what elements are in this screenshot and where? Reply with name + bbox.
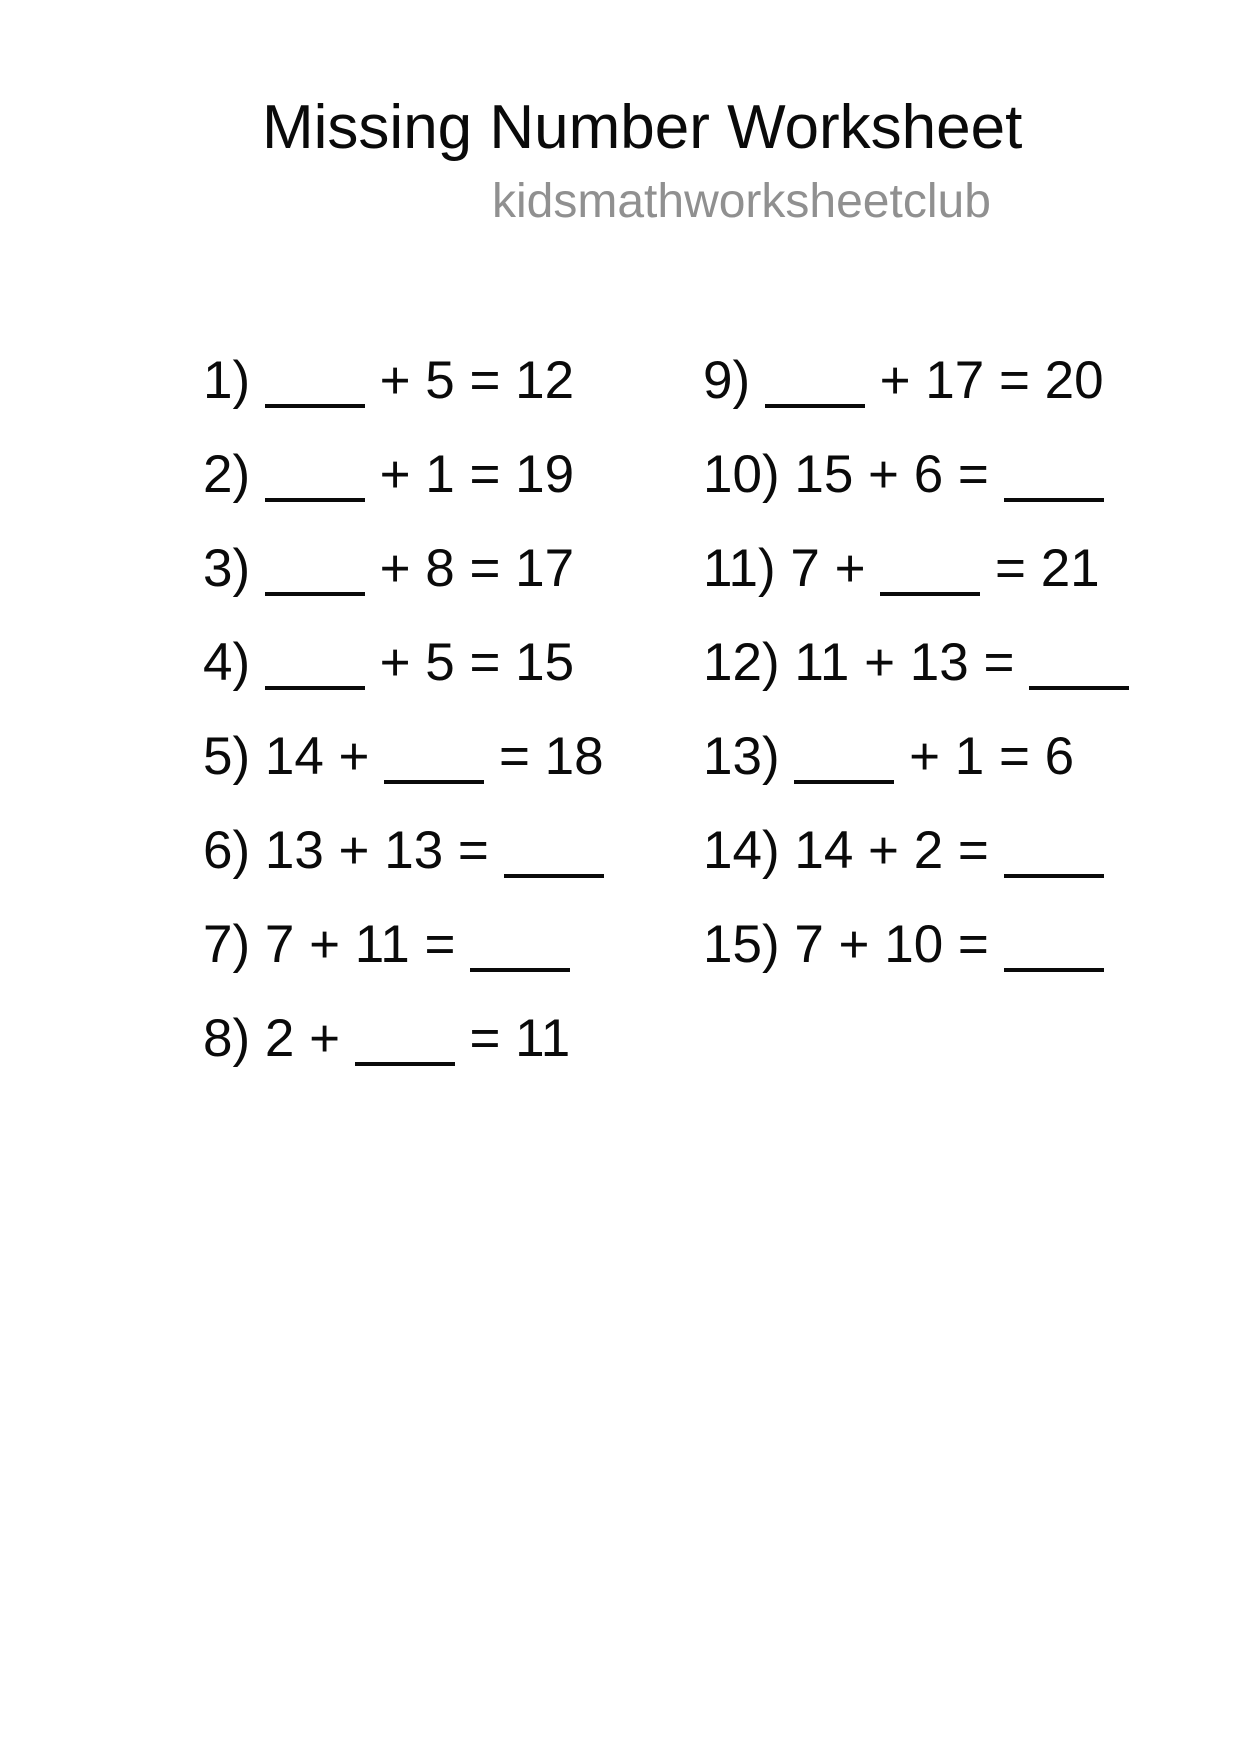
expression-text: 2 +: [264, 1009, 355, 1068]
answer-blank: [504, 874, 604, 878]
expression-text: 14 + 2 =: [794, 821, 1004, 880]
problem-number: 9): [703, 351, 751, 410]
problem-item: [203, 334, 604, 428]
problem-item: [203, 992, 604, 1086]
page-title: Missing Number Worksheet: [262, 93, 1023, 162]
problem-item: [703, 522, 1129, 616]
problem-number: 11): [703, 539, 776, 598]
problem-item: [703, 616, 1129, 710]
problems-column-right: [703, 334, 1129, 992]
expression-text: 14 +: [264, 727, 385, 786]
problem-number: 3): [203, 539, 251, 598]
answer-blank: [765, 404, 865, 408]
answer-blank: [265, 686, 365, 690]
problem-number: 2): [203, 445, 251, 504]
answer-blank: [355, 1062, 455, 1066]
problem-number: 1): [203, 351, 251, 410]
expression-text: 11 + 13 =: [794, 633, 1030, 692]
problem-number: 14): [703, 821, 780, 880]
problem-item: [203, 898, 604, 992]
problem-item: [203, 804, 604, 898]
answer-blank: [265, 498, 365, 502]
problem-item: [203, 710, 604, 804]
page-subtitle: kidsmathworksheetclub: [492, 175, 991, 228]
answer-blank: [265, 592, 365, 596]
answer-blank: [384, 780, 484, 784]
answer-blank: [470, 968, 570, 972]
expression-text: 15 + 6 =: [794, 445, 1004, 504]
answer-blank: [1004, 874, 1104, 878]
problem-item: [703, 804, 1129, 898]
expression-text: = 11: [454, 1009, 571, 1068]
problem-item: [203, 428, 604, 522]
expression-text: + 1 = 19: [364, 445, 575, 504]
answer-blank: [1029, 686, 1129, 690]
expression-text: 7 +: [790, 539, 881, 598]
answer-blank: [1004, 498, 1104, 502]
problem-item: [203, 616, 604, 710]
answer-blank: [794, 780, 894, 784]
problem-number: 10): [703, 445, 780, 504]
problem-item: [703, 428, 1129, 522]
expression-text: + 5 = 12: [364, 351, 575, 410]
expression-text: 7 + 10 =: [794, 915, 1004, 974]
problem-number: 5): [203, 727, 251, 786]
problem-item: [703, 898, 1129, 992]
expression-text: + 17 = 20: [864, 351, 1104, 410]
problem-number: 6): [203, 821, 251, 880]
expression-text: 13 + 13 =: [264, 821, 504, 880]
problem-number: 13): [703, 727, 780, 786]
problem-number: 12): [703, 633, 780, 692]
expression-text: + 5 = 15: [364, 633, 575, 692]
problem-number: 7): [203, 915, 251, 974]
problem-item: [703, 710, 1129, 804]
expression-text: 7 + 11 =: [264, 915, 471, 974]
answer-blank: [880, 592, 980, 596]
problems-column-left: [203, 334, 604, 1086]
problem-item: [203, 522, 604, 616]
problem-number: 4): [203, 633, 251, 692]
problem-number: 8): [203, 1009, 251, 1068]
expression-text: + 1 = 6: [894, 727, 1075, 786]
expression-text: = 18: [484, 727, 604, 786]
answer-blank: [265, 404, 365, 408]
problem-item: [703, 334, 1129, 428]
answer-blank: [1004, 968, 1104, 972]
expression-text: + 8 = 17: [364, 539, 575, 598]
problem-number: 15): [703, 915, 780, 974]
expression-text: = 21: [980, 539, 1100, 598]
